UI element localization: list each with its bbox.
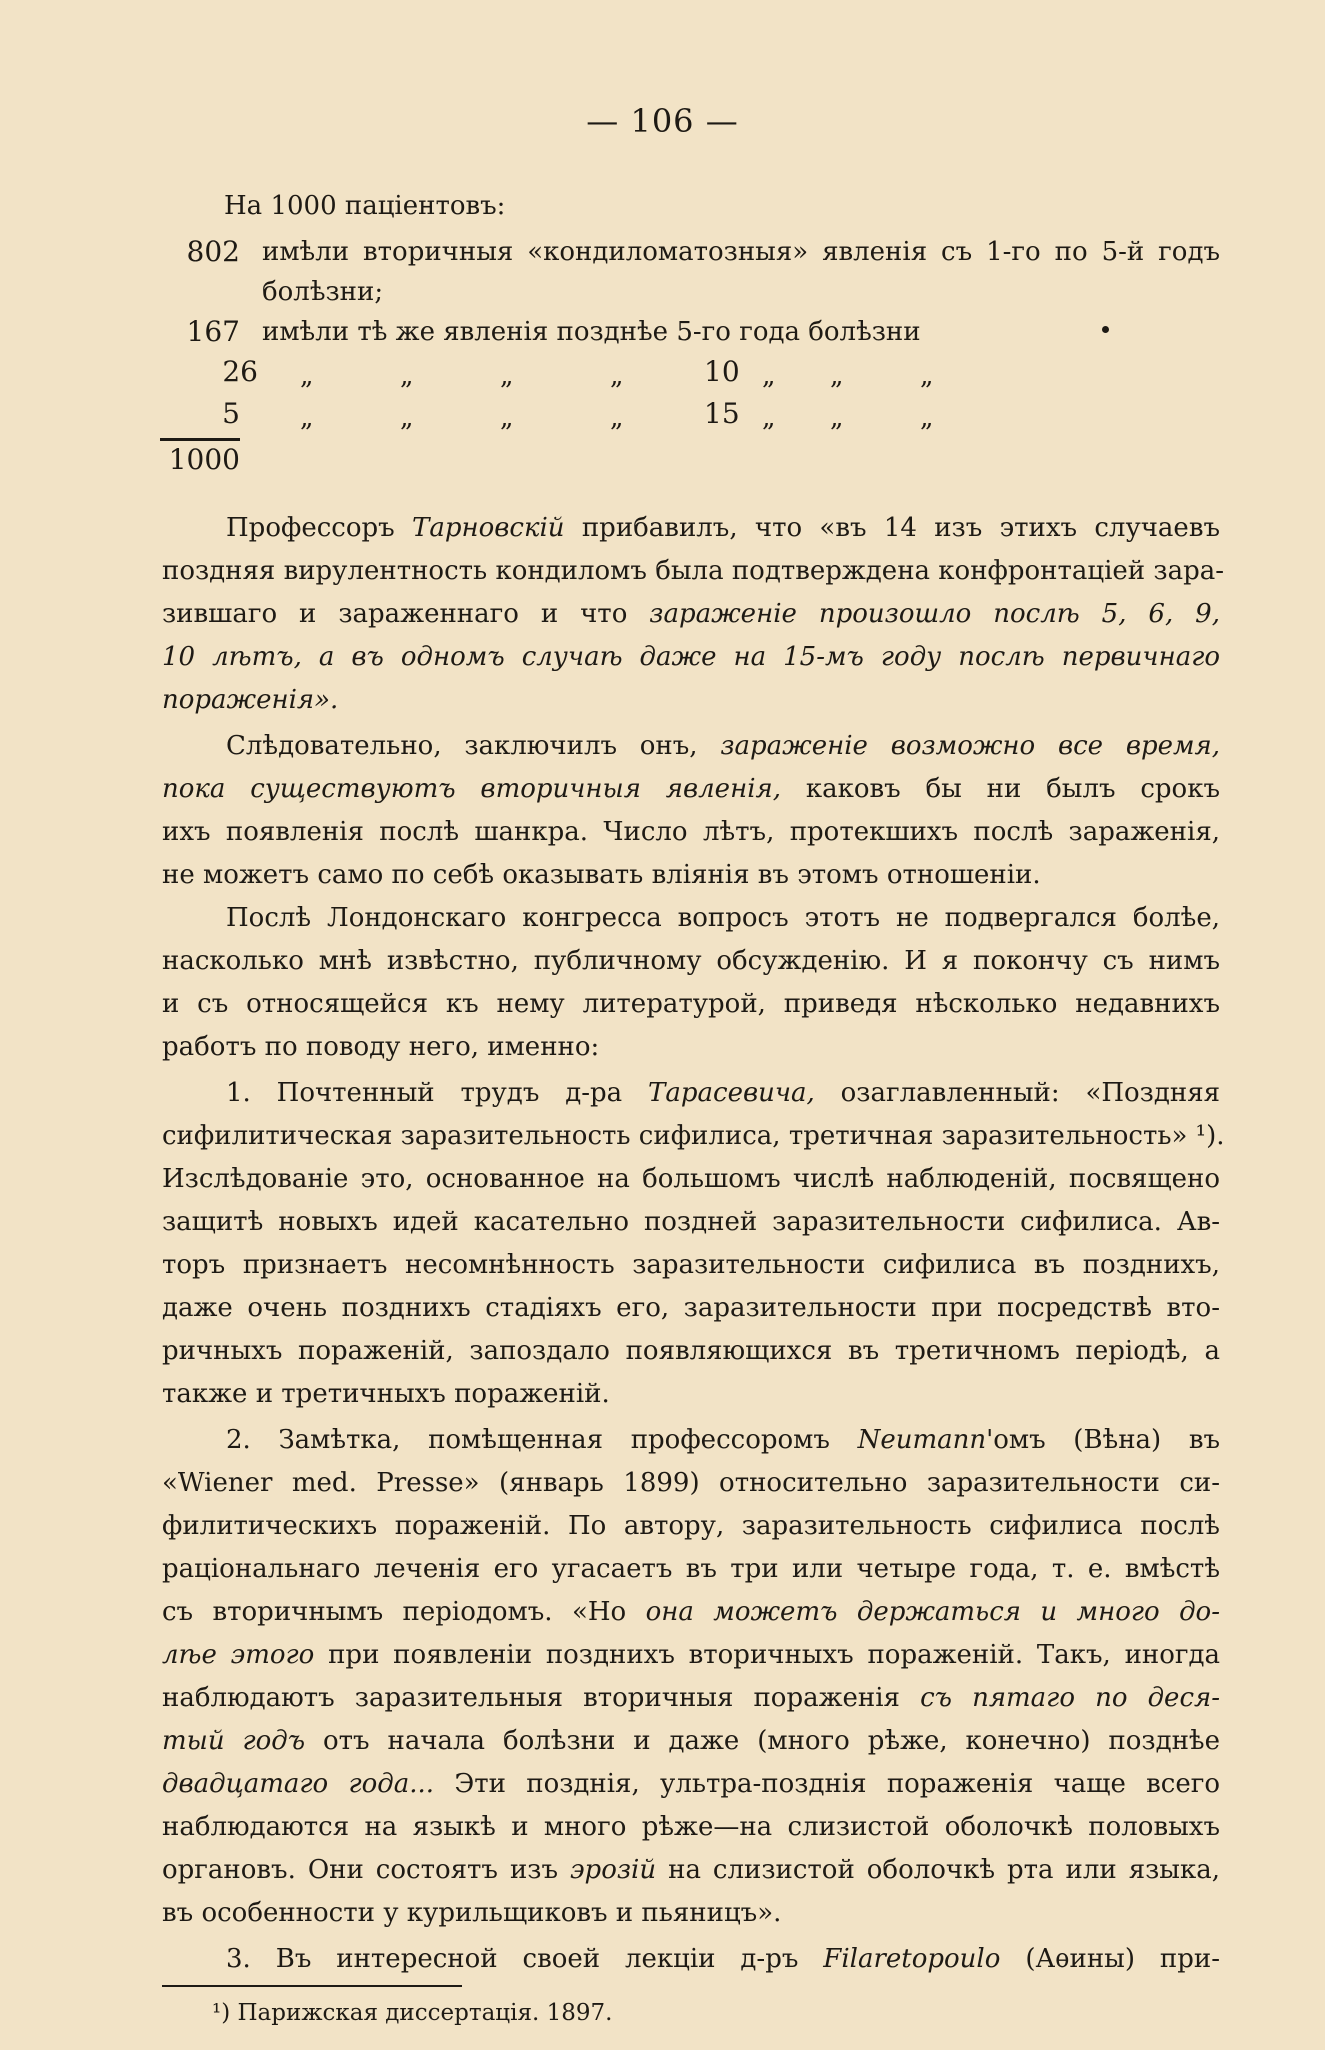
text-line: съ вторичнымъ періодомъ. «Но она можетъ держаться и много до- bbox=[162, 1597, 1220, 1627]
text-line: 1. Почтенный трудъ д-ра Тарасевича, озаглавленный: «Поздняя bbox=[226, 1078, 1221, 1108]
text-line: не можетъ само по себѣ оказывать вліянія въ этомъ отношеніи. bbox=[162, 860, 1041, 890]
ditto-mark: „ bbox=[500, 403, 514, 433]
text-line: «Wiener med. Presse» (январь 1899) относительно заразительности си- bbox=[162, 1468, 1220, 1498]
table-row-num: 802 bbox=[186, 235, 240, 268]
table-total: 1000 bbox=[168, 443, 240, 476]
ditto-mark: „ bbox=[830, 403, 844, 433]
ditto-mark: „ bbox=[500, 361, 514, 391]
ditto-mark: „ bbox=[920, 403, 934, 433]
text-line: и съ относящейся къ нему литературой, приведя нѣсколько недавнихъ bbox=[162, 989, 1220, 1019]
text-line: ихъ появленія послѣ шанкра. Число лѣтъ, протекшихъ послѣ зараженія, bbox=[162, 817, 1220, 847]
table-row-num: 26 bbox=[222, 355, 258, 388]
text-line: раціональнаго леченія его угасаетъ въ три или четыре года, т. е. вмѣстѣ bbox=[162, 1554, 1220, 1584]
text-line: филитическихъ пораженій. По автору, заразительность сифилиса послѣ bbox=[162, 1511, 1220, 1541]
text-line: наблюдаютъ заразительныя вторичныя пораженія съ пятаго по деся- bbox=[162, 1683, 1221, 1713]
text-line: насколько мнѣ извѣстно, публичному обсужденію. И я покончу съ нимъ bbox=[162, 946, 1220, 976]
text-line: органовъ. Они состоятъ изъ эрозій на слизистой оболочкѣ рта или языка, bbox=[162, 1855, 1220, 1885]
ditto-mark: „ bbox=[830, 361, 844, 391]
table-row-num: 167 bbox=[186, 315, 240, 348]
table-row-text: имѣли вторичныя «кондиломатозныя» явленія съ 1-го по 5-й годъ bbox=[262, 237, 1220, 267]
footnote-rule bbox=[162, 1985, 462, 1987]
ditto-mark: „ bbox=[920, 361, 934, 391]
text-line: 2. Замѣтка, помѣщенная профессоромъ Neumann'омъ (Вѣна) въ bbox=[226, 1425, 1221, 1455]
ditto-mark: „ bbox=[400, 403, 414, 433]
text-line: работъ по поводу него, именно: bbox=[162, 1032, 600, 1062]
table-heading: На 1000 паціентовъ: bbox=[224, 191, 506, 221]
text-line: сифилитическая заразительность сифилиса, третичная заразительность» ¹). bbox=[162, 1121, 1225, 1151]
page-number: — 106 — bbox=[586, 102, 739, 140]
stray-dot bbox=[1102, 326, 1109, 333]
text-line: въ особенности у курильщиковъ и пьяницъ». bbox=[162, 1898, 782, 1928]
ditto-mark: „ bbox=[762, 361, 776, 391]
text-line: 3. Въ интересной своей лекціи д-ръ Filaretopoulo (Аѳины) при- bbox=[226, 1944, 1220, 1974]
text-line: пораженія». bbox=[162, 685, 339, 715]
text-line: пока существуютъ вторичныя явленія, каковъ бы ни былъ срокъ bbox=[162, 774, 1220, 804]
ditto-mark: „ bbox=[610, 403, 624, 433]
text-line: Слѣдовательно, заключилъ онъ, зараженіе возможно все время, bbox=[226, 731, 1221, 761]
text-line: наблюдаются на языкѣ и много рѣже—на слизистой оболочкѣ половыхъ bbox=[162, 1812, 1220, 1842]
text-line: Послѣ Лондонскаго конгресса вопросъ этотъ не подвергался болѣе, bbox=[226, 903, 1220, 933]
text-line: Изслѣдованіе это, основанное на большомъ числѣ наблюденій, посвящено bbox=[162, 1164, 1220, 1194]
text-line: торъ признаетъ несомнѣнность заразительности сифилиса въ позднихъ, bbox=[162, 1250, 1220, 1280]
text-line: 10 лѣтъ, а въ одномъ случаѣ даже на 15-мъ году послѣ первичнаго bbox=[162, 642, 1220, 672]
ditto-mark: „ bbox=[300, 403, 314, 433]
text-line: даже очень позднихъ стадіяхъ его, заразительности при посредствѣ вто- bbox=[162, 1293, 1220, 1323]
author-name: Тарновскій bbox=[411, 513, 565, 543]
ditto-mark: „ bbox=[400, 361, 414, 391]
text-line: Профессоръ Тарновскій прибавилъ, что «въ 14 изъ этихъ случаевъ bbox=[226, 513, 1220, 543]
table-years: 10 bbox=[704, 355, 740, 388]
text-line: двадцатаго года... Эти позднія, ультра-позднія пораженія чаще всего bbox=[162, 1769, 1220, 1799]
text-line: поздняя вирулентность кондиломъ была подтверждена конфронтаціей зара- bbox=[162, 556, 1225, 586]
table-row-num: 5 bbox=[222, 397, 240, 430]
text-line: тый годъ отъ начала болѣзни и даже (много рѣже, конечно) позднѣе bbox=[162, 1726, 1220, 1756]
text-line: защитѣ новыхъ идей касательно поздней заразительности сифилиса. Ав- bbox=[162, 1207, 1220, 1237]
table-row-cont: болѣзни; bbox=[262, 277, 384, 307]
table-row-text: имѣли тѣ же явленія позднѣе 5-го года болѣзни bbox=[262, 317, 921, 347]
text-line: зившаго и зараженнаго и что зараженіе произошло послѣ 5, 6, 9, bbox=[162, 599, 1220, 629]
footnote: ¹) Парижская диссертація. 1897. bbox=[212, 2000, 613, 2026]
text-line: лѣе этого при появленіи позднихъ вторичныхъ пораженій. Такъ, иногда bbox=[162, 1640, 1221, 1670]
ditto-mark: „ bbox=[762, 403, 776, 433]
ditto-mark: „ bbox=[300, 361, 314, 391]
ditto-mark: „ bbox=[610, 361, 624, 391]
table-years: 15 bbox=[704, 397, 740, 430]
text-line: также и третичныхъ пораженій. bbox=[162, 1379, 610, 1409]
text-line: ричныхъ пораженій, запоздало появляющихся въ третичномъ періодѣ, а bbox=[162, 1336, 1220, 1366]
